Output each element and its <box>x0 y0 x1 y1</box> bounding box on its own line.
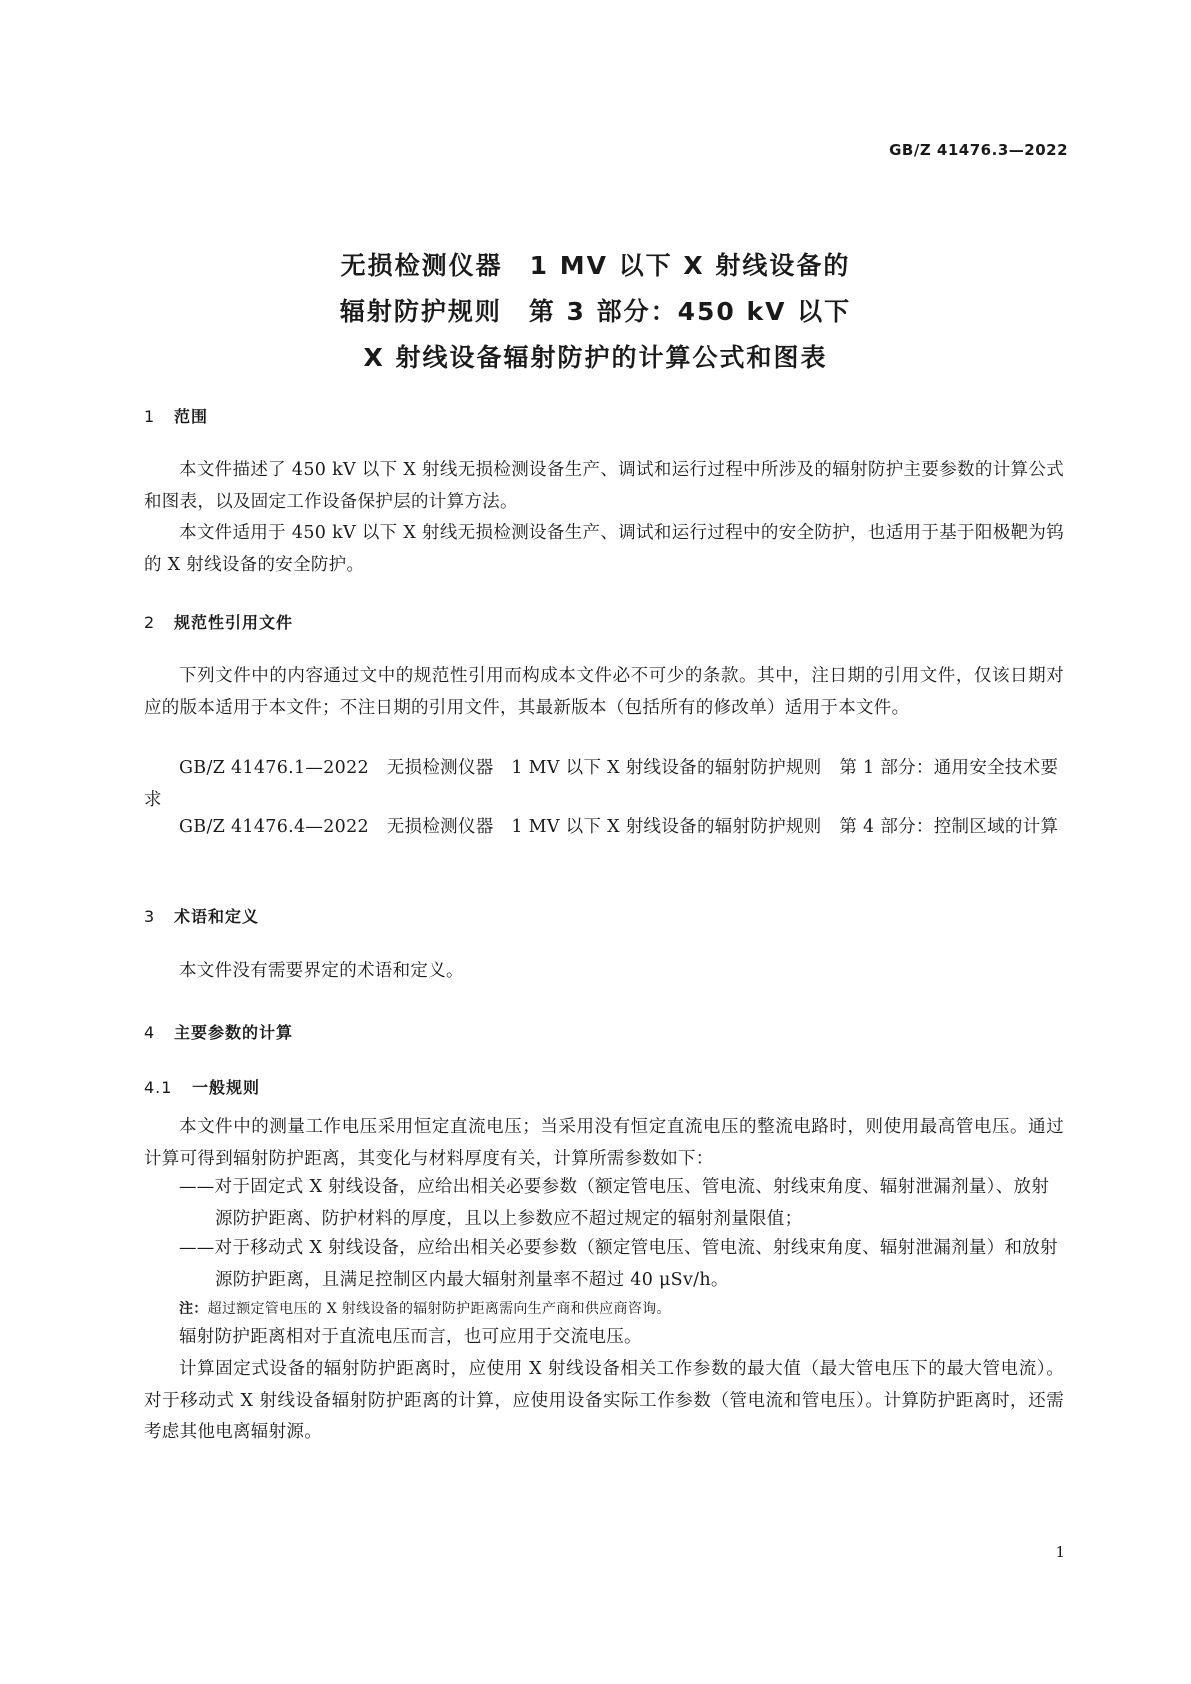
section-3-paragraph-1: 本文件没有需要界定的术语和定义。 <box>179 961 464 981</box>
section-number: 3 <box>144 907 156 926</box>
subsection-4-1-paragraph-1: 本文件中的测量工作电压采用恒定直流电压；当采用没有恒定直流电压的整流电路时，则使用最高管电压。通过计算可得到辐射防护距离，其变化与材料厚度有关，计算所需参数如下： <box>144 1117 1064 1169</box>
section-1-heading <box>144 404 208 427</box>
section-1-paragraph-2: 本文件适用于 450 kV 以下 X 射线无损检测设备生产、调试和运行过程中的安全防护，也适用于基于阳极靶为钨的 X 射线设备的安全防护。 <box>144 523 1064 575</box>
section-number: 1 <box>144 407 156 426</box>
subsection-number: 4.1 <box>144 1078 173 1097</box>
title-line-1: 无损检测仪器 1 MV 以下 X 射线设备的 <box>340 251 851 280</box>
section-3-heading <box>144 904 259 927</box>
section-2-heading <box>144 610 293 633</box>
section-2-paragraph-1: 下列文件中的内容通过文中的规范性引用而构成本文件必不可少的条款。其中，注日期的引用文件，仅该日期对应的版本适用于本文件；不注日期的引用文件，其最新版本（包括所有的修改单）适用于本文件。 <box>144 666 1064 718</box>
section-4-heading <box>144 1020 293 1043</box>
document-title <box>0 243 1191 381</box>
section-1-paragraph-1: 本文件描述了 450 kV 以下 X 射线无损检测设备生产、调试和运行过程中所涉及的辐射防护主要参数的计算公式和图表，以及固定工作设备保护层的计算方法。 <box>144 460 1064 512</box>
subsection-4-1-paragraph-2: 辐射防护距离相对于直流电压而言，也可应用于交流电压。 <box>179 1327 642 1347</box>
list-item: ——对于固定式 X 射线设备，应给出相关必要参数（额定管电压、管电流、射线束角度、辐射泄漏剂量）、放射源防护距离、防护材料的厚度，且以上参数应不超过规定的辐射剂量限值； <box>179 1177 1050 1229</box>
note-text: 超过额定管电压的 X 射线设备的辐射防护距离需向生产商和供应商咨询。 <box>207 1301 671 1317</box>
normative-reference-2: GB/Z 41476.4—2022 无损检测仪器 1 MV 以下 X 射线设备的辐射防护规则 第 4 部分：控制区域的计算 <box>179 817 1059 837</box>
subsection-4-1-paragraph-3: 计算固定式设备的辐射防护距离时，应使用 X 射线设备相关工作参数的最大值（最大管电压下的最大管电流）。对于移动式 X 射线设备辐射防护距离的计算，应使用设备实际工作参数（管电流和管电压）。计算防护距离时，还需考虑其他电离辐射源。 <box>144 1359 1064 1442</box>
title-line-2: 辐射防护规则 第 3 部分：450 kV 以下 <box>339 297 852 326</box>
standard-number: GB/Z 41476.3—2022 <box>889 141 1068 159</box>
list-item: ——对于移动式 X 射线设备，应给出相关必要参数（额定管电压、管电流、射线束角度、辐射泄漏剂量）和放射源防护距离，且满足控制区内最大辐射剂量率不超过 40 μSv/h。 <box>179 1238 1058 1290</box>
subsection-title: 一般规则 <box>192 1078 261 1097</box>
title-line-3: X 射线设备辐射防护的计算公式和图表 <box>363 343 828 372</box>
section-title: 术语和定义 <box>174 907 260 926</box>
subsection-4-1-heading <box>144 1075 260 1098</box>
note <box>179 1298 671 1318</box>
section-title: 主要参数的计算 <box>174 1023 294 1042</box>
section-number: 2 <box>144 613 156 632</box>
section-number: 4 <box>144 1023 156 1042</box>
normative-reference-1: GB/Z 41476.1—2022 无损检测仪器 1 MV 以下 X 射线设备的辐射防护规则 第 1 部分：通用安全技术要求 <box>144 758 1059 810</box>
page-number: 1 <box>1055 1543 1065 1561</box>
section-title: 范围 <box>174 407 209 426</box>
section-title: 规范性引用文件 <box>174 613 294 632</box>
note-label: 注： <box>179 1301 208 1317</box>
